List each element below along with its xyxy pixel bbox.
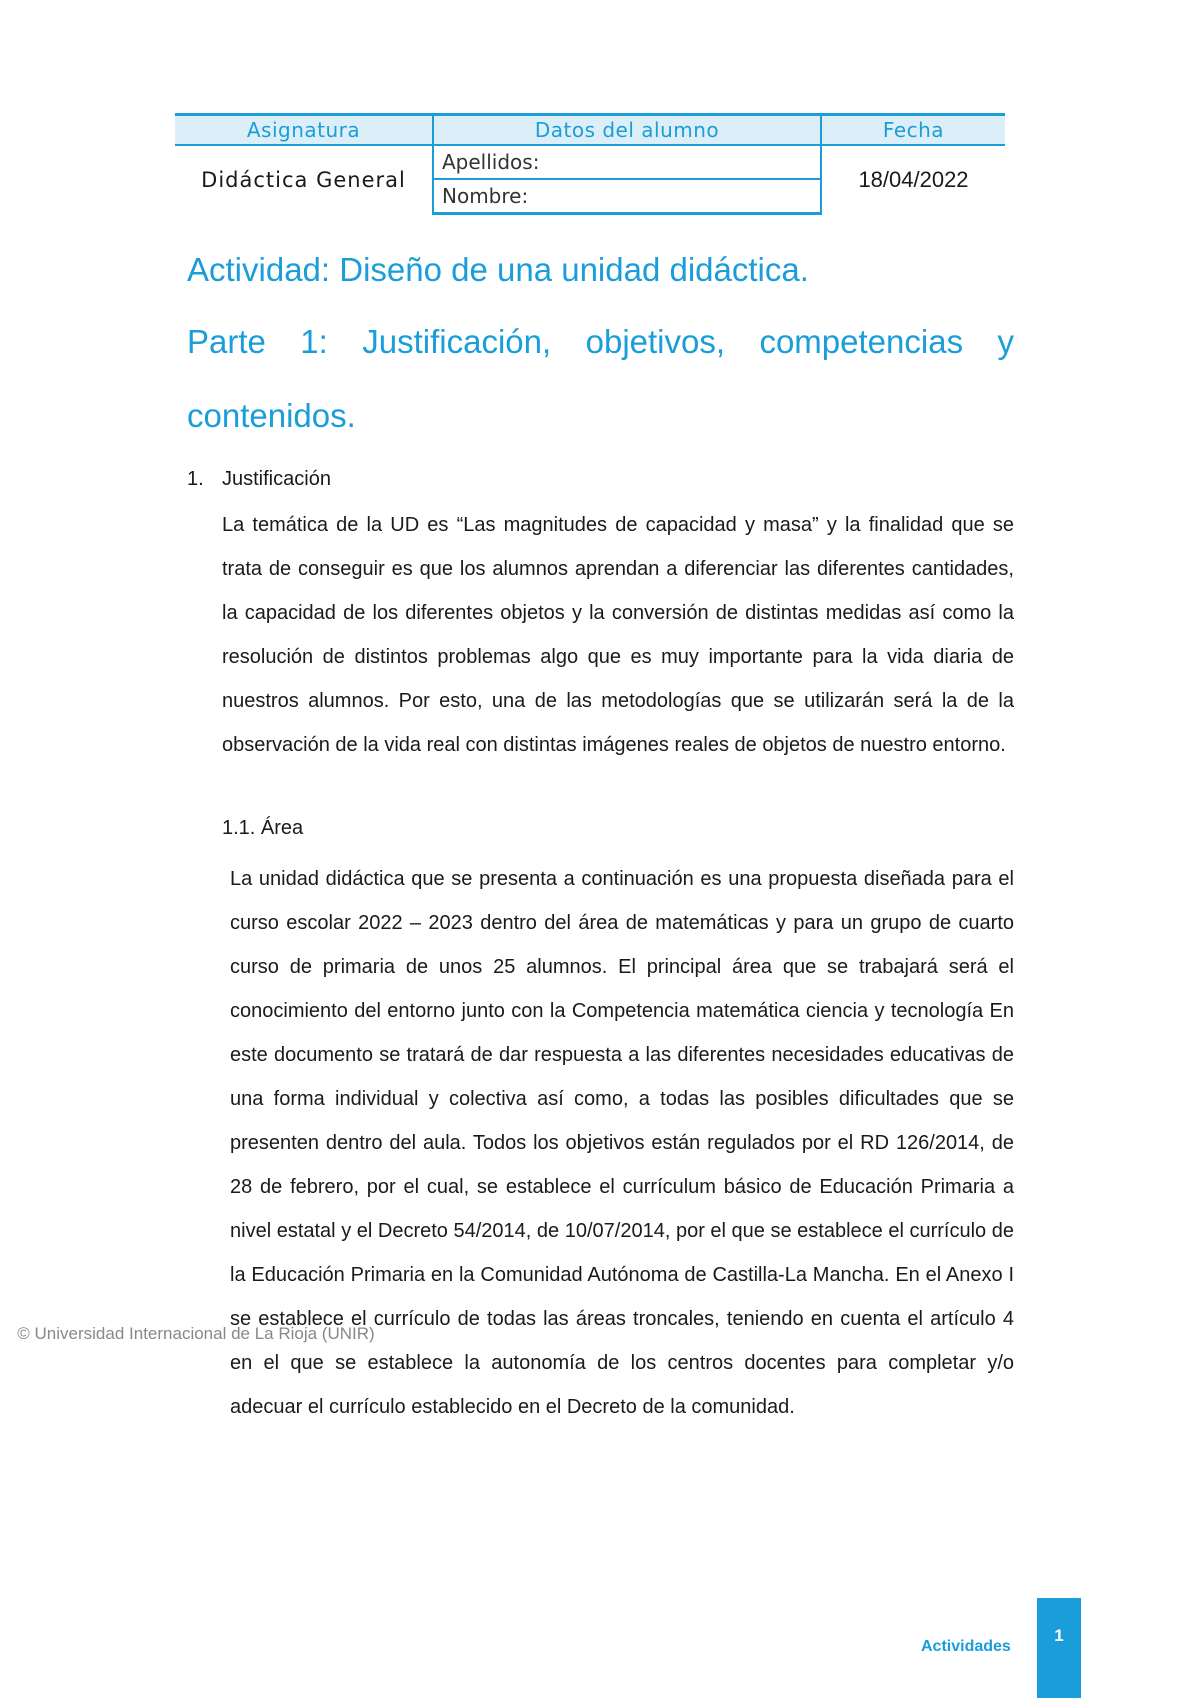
column-subject-header: Asignatura [175, 115, 433, 146]
area-paragraph: La unidad didáctica que se presenta a continuación es una propuesta diseñada para el curso escolar 2022 – 2023 dentro del área de matemáticas y para un grupo de cuarto curso de primaria de unos 25 alumnos. El principal área que se trabajará será el conocimiento del entorno junto con la Competencia matemática ciencia y tecnología En este documento se tratará de dar respuesta a las diferentes necesidades educativas de una forma individual y colectiva así como, a todas las posibles dificultades que se presenten dentro del aula. Todos los objetivos están regulados por el RD 126/2014, de 28 de febrero, por el cual, se establece el currículum básico de Educación Primaria a nivel estatal y el Decreto 54/2014, de 10/07/2014, por el que se establece el currículo de la Educación Primaria en la Comunidad Autónoma de Castilla-La Mancha. En el Anexo I se establece el currículo de todas las áreas troncales, teniendo en cuenta el artículo 4 en el que se establece la autonomía de los centros docentes para completar y/o adecuar el currículo establecido en el Decreto de la comunidad. [230, 868, 1014, 1418]
subsection-heading: 1.1. Área [222, 817, 304, 839]
section-heading [187, 468, 331, 491]
footer-label: Actividades [921, 1638, 1011, 1655]
header-table [175, 113, 1005, 215]
page-number-box [1037, 1598, 1081, 1698]
activity-title: Actividad: Diseño de una unidad didáctica. [187, 251, 809, 288]
part-title: Parte 1: Justificación, objetivos, competencias y [187, 323, 1014, 360]
surname-field[interactable]: Apellidos: [433, 145, 821, 179]
section-number: 1. [187, 468, 204, 490]
column-student-header: Datos del alumno [433, 115, 821, 146]
subject-name: Didáctica General [175, 145, 433, 214]
part-title-continued: contenidos. [187, 397, 356, 434]
date-value: 18/04/2022 [858, 166, 969, 192]
header-row [175, 115, 1005, 146]
name-field[interactable]: Nombre: [433, 179, 821, 214]
copyright-watermark: © Universidad Internacional de La Rioja (UNIR) [17, 1324, 375, 1343]
page-number: 1 [1054, 1626, 1064, 1645]
section-heading-text: Justificación [222, 468, 331, 490]
justification-paragraph: La temática de la UD es “Las magnitudes de capacidad y masa” y la finalidad que se trata de conseguir es que los alumnos aprendan a diferenciar las diferentes cantidades, la capacidad de los diferentes objetos y la conversión de distintas medidas así como la resolución de distintos problemas algo que es muy importante para la vida diaria de nuestros alumnos. Por esto, una de las metodologías que se utilizarán será la de la observación de la vida real con distintas imágenes reales de objetos de nuestro entorno. [222, 514, 1014, 756]
column-date-header: Fecha [821, 115, 1005, 146]
data-row [175, 145, 1005, 179]
